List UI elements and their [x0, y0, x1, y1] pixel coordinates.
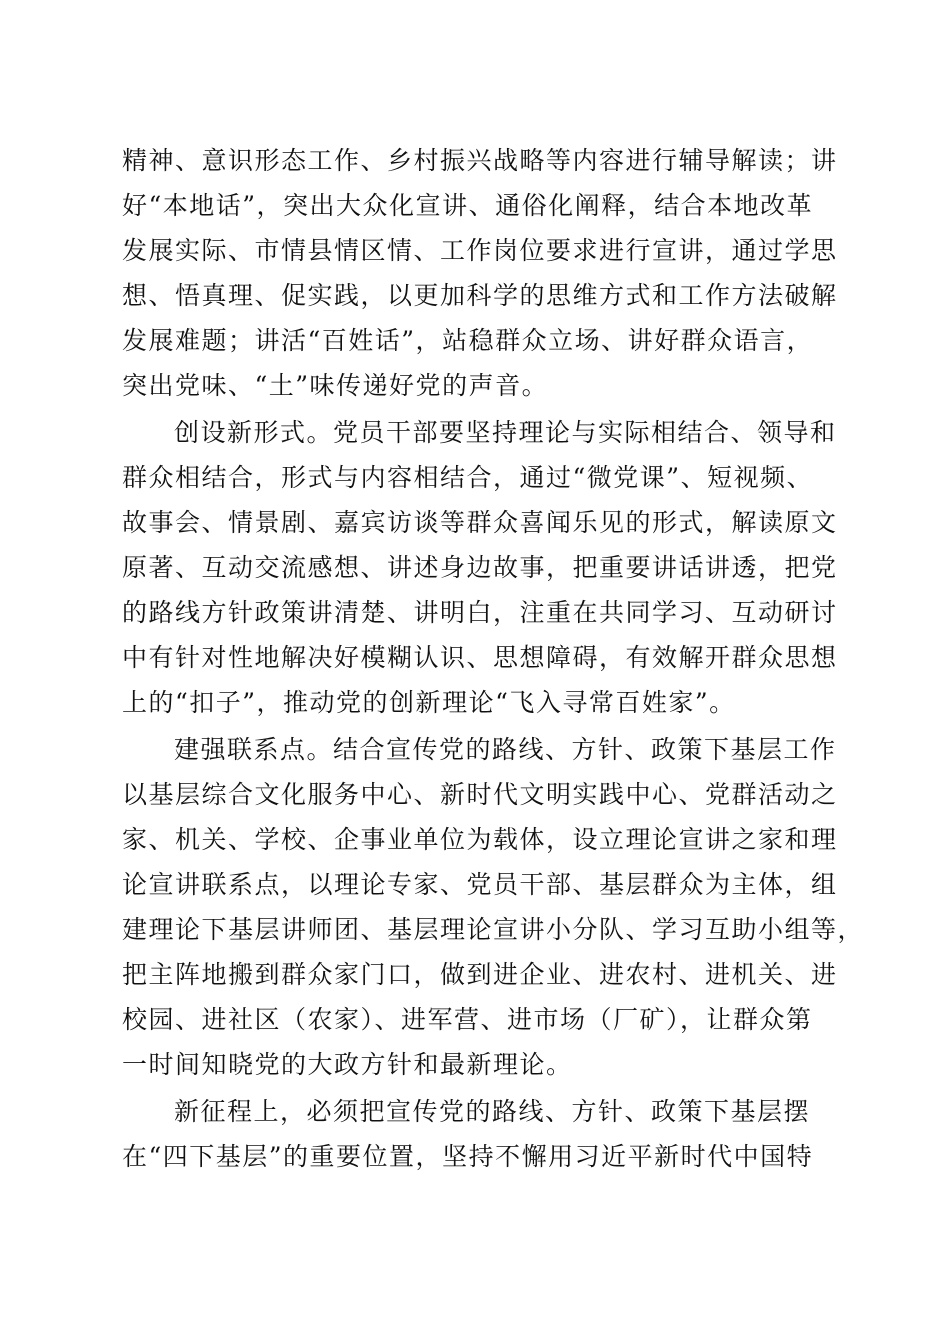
text-line: 的路线方针政策讲清楚、讲明白，注重在共同学习、互动研讨 — [122, 598, 838, 627]
text-line: 发展难题；讲活“百姓话”，站稳群众立场、讲好群众语言， — [122, 326, 814, 355]
text-line: 建理论下基层讲师团、基层理论宣讲小分队、学习互助小组等， — [122, 915, 865, 944]
paragraph-1 — [122, 138, 842, 408]
paragraph-4 — [122, 1089, 842, 1179]
paragraph-2 — [122, 410, 842, 725]
text-line: 论宣讲联系点，以理论专家、党员干部、基层群众为主体，组 — [122, 870, 838, 899]
text-line: 创设新形式。党员干部要坚持理论与实际相结合、领导和 — [174, 418, 837, 447]
text-line: 故事会、情景剧、嘉宾访谈等群众喜闻乐见的形式，解读原文 — [122, 508, 838, 537]
text-line: 建强联系点。结合宣传党的路线、方针、政策下基层工作 — [174, 735, 837, 764]
paragraph-3 — [122, 727, 865, 1087]
text-line: 好“本地话”，突出大众化宣讲、通俗化阐释，结合本地改革 — [122, 191, 814, 220]
text-line: 突出党味、“土”味传递好党的声音。 — [122, 371, 549, 400]
text-line: 新征程上，必须把宣传党的路线、方针、政策下基层摆 — [174, 1097, 811, 1126]
text-line: 上的“扣子”，推动党的创新理论“飞入寻常百姓家”。 — [122, 688, 736, 717]
text-line: 在“四下基层”的重要位置，坚持不懈用习近平新时代中国特 — [122, 1142, 814, 1171]
text-line: 发展实际、市情县情区情、工作岗位要求进行宣讲，通过学思 — [122, 236, 838, 265]
text-line: 校园、进社区（农家）、进军营、进市场（厂矿），让群众第 — [122, 1005, 813, 1034]
text-line: 把主阵地搬到群众家门口，做到进企业、进农村、进机关、进 — [122, 960, 838, 989]
text-line: 想、悟真理、促实践，以更加科学的思维方式和工作方法破解 — [122, 281, 838, 310]
text-line: 家、机关、学校、企事业单位为载体，设立理论宣讲之家和理 — [122, 825, 838, 854]
document-body — [122, 138, 865, 1181]
text-line: 中有针对性地解决好模糊认识、思想障碍，有效解开群众思想 — [122, 643, 838, 672]
text-line: 以基层综合文化服务中心、新时代文明实践中心、党群活动之 — [122, 780, 838, 809]
text-line: 一时间知晓党的大政方针和最新理论。 — [122, 1050, 573, 1079]
text-line: 原著、互动交流感想、讲述身边故事，把重要讲话讲透，把党 — [122, 553, 838, 582]
text-line: 精神、意识形态工作、乡村振兴战略等内容进行辅导解读；讲 — [122, 146, 838, 175]
text-line: 群众相结合，形式与内容相结合，通过“微党课”、短视频、 — [122, 463, 814, 492]
